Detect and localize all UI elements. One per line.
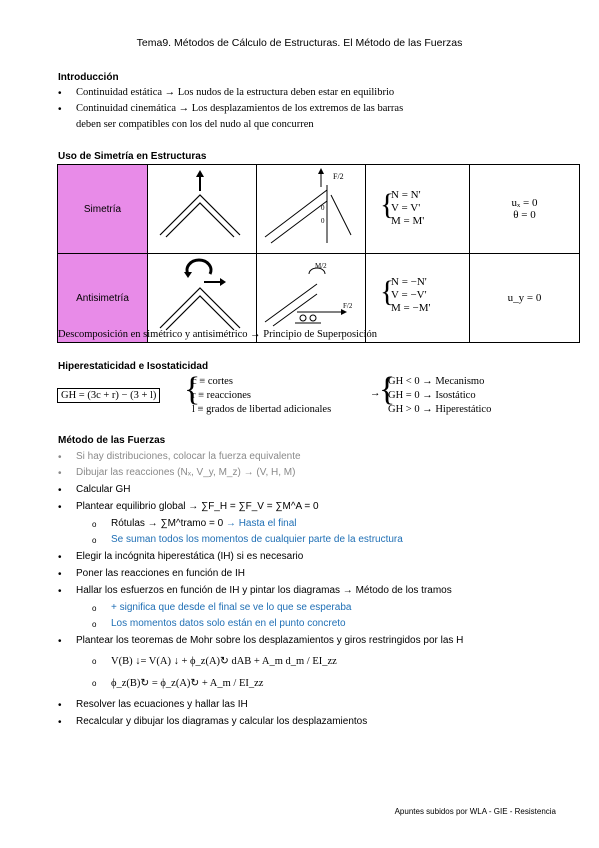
symmetry-table <box>57 164 580 343</box>
method-item <box>76 716 367 727</box>
method-item <box>76 585 452 596</box>
method-item-text: Plantear equilibrio global → ∑F_H = ∑F_V = ∑M^A = 0 <box>76 501 319 512</box>
method-item-text: Los momentos datos solo están en el punto concreto <box>111 618 346 629</box>
method-item <box>76 635 463 646</box>
conditions <box>470 165 580 254</box>
bullet: o <box>92 679 97 688</box>
bullet: o <box>92 657 97 666</box>
sketch-label: F/2 <box>343 302 353 310</box>
condition: u_y = 0 <box>507 292 542 304</box>
bullet: • <box>58 88 62 99</box>
bullet: • <box>58 700 62 711</box>
conditions <box>470 254 580 343</box>
table-row <box>58 165 580 254</box>
case: GH > 0 → Hiperestático <box>388 404 492 415</box>
method-item <box>76 551 303 562</box>
bullet: o <box>92 536 97 545</box>
intro-heading: Introducción <box>58 72 119 83</box>
bullet: • <box>58 502 62 513</box>
hyper-cases <box>388 375 491 417</box>
method-item <box>76 451 301 462</box>
method-item <box>76 501 319 512</box>
equation: V = V' <box>391 202 421 214</box>
arrow: → <box>370 388 381 399</box>
bullet: o <box>92 620 97 629</box>
sketch-label: M/2 <box>315 262 327 270</box>
case: GH < 0 → Mecanismo <box>388 376 485 387</box>
equation: V = −V' <box>391 289 427 301</box>
method-item <box>111 602 351 613</box>
method-item <box>76 568 245 579</box>
symmetry-heading: Uso de Simetría en Estructuras <box>58 151 207 162</box>
footer: Apuntes subidos por WLA - GIE - Resistencia <box>394 807 556 816</box>
condition: θ = 0 <box>513 209 536 221</box>
bullet: • <box>58 485 62 496</box>
equation: M = M' <box>391 215 425 227</box>
condition: uₓ = 0 <box>511 197 538 209</box>
method-item-text: Dibujar las reacciones (Nₓ, V_y, M_z) → (V, H, M) <box>76 467 296 478</box>
bullet: • <box>58 586 62 597</box>
svg-text:0: 0 <box>321 217 325 225</box>
bullet: • <box>58 569 62 580</box>
bullet: o <box>92 604 97 613</box>
svg-text:0: 0 <box>321 204 325 212</box>
method-item <box>111 518 297 529</box>
definition: r ≡ reacciones <box>192 390 251 401</box>
method-item-text: + significa que desde el final se ve lo que se esperaba <box>111 602 352 613</box>
method-item-text: Plantear los teoremas de Mohr sobre los desplazamientos y giros restringidos por las H <box>76 635 464 646</box>
method-item <box>76 467 295 478</box>
method-item-text: Se suman todos los momentos de cualquier parte de la estructura <box>111 534 403 545</box>
bullet: • <box>58 717 62 728</box>
method-item-text: Resolver las ecuaciones y hallar las IH <box>76 699 248 710</box>
bullet: • <box>58 636 62 647</box>
method-item-text: Elegir la incógnita hiperestática (IH) si es necesario <box>76 551 304 562</box>
method-item-text: Calcular GH <box>76 484 131 495</box>
definition: l ≡ grados de libertad adicionales <box>192 404 332 415</box>
intro-item: Continuidad estática → Los nudos de la estructura deben estar en equilibrio <box>76 87 395 98</box>
bullet: • <box>58 452 62 463</box>
hyper-heading: Hiperestaticidad e Isostaticidad <box>58 361 209 372</box>
row-label: Simetría <box>58 165 148 254</box>
method-item-text: Poner las reacciones en función de IH <box>76 568 245 579</box>
bullet: • <box>58 552 62 563</box>
method-item <box>111 655 337 667</box>
bullet: o <box>92 520 97 529</box>
equations: { N = N' V = V' M = M' <box>366 165 470 254</box>
page-title: Tema9. Métodos de Cálculo de Estructuras. El Método de las Fuerzas <box>136 37 463 49</box>
case: GH = 0 → Isostático <box>388 390 476 401</box>
half-frame-sketch <box>257 165 366 254</box>
method-item-text: Recalcular y dibujar los diagramas y calcular los desplazamientos <box>76 716 368 727</box>
definition: c ≡ cortes <box>192 376 233 387</box>
equations: { N = −N' V = −V' M = −M' <box>366 254 470 343</box>
symmetry-note: Descomposición en simétrico y antisimétrico → Principio de Superposición <box>58 329 378 340</box>
method-item <box>111 618 346 629</box>
method-item <box>76 699 248 710</box>
method-heading: Método de las Fuerzas <box>58 435 166 446</box>
bullet: • <box>58 104 62 115</box>
bullet: • <box>58 468 62 479</box>
frame-sketch <box>148 165 257 254</box>
row-label: Antisimetría <box>58 254 148 343</box>
method-item <box>76 484 130 495</box>
hyper-defs <box>192 375 331 417</box>
method-item <box>111 677 263 689</box>
method-item-text: Rótulas → ∑M^tramo = 0 <box>111 518 224 529</box>
method-item-text: ϕ_z(B)↻ = ϕ_z(A)↻ + A_m / EI_zz <box>111 678 264 689</box>
method-item <box>111 534 403 545</box>
sketch-label: F/2 <box>333 172 344 181</box>
intro-item: Continuidad cinemática → Los desplazamientos de los extremos de las barras <box>76 103 404 114</box>
gh-formula: GH = (3c + r) − (3 + l) <box>57 388 160 403</box>
equation: N = N' <box>391 189 421 201</box>
equation: M = −M' <box>391 302 431 314</box>
method-item-text: V(B) ↓= V(A) ↓ + ϕ_z(A)↻ dAB + A_m d_m / EI_zz <box>111 656 337 667</box>
brace: { <box>184 371 201 408</box>
intro-item: deben ser compatibles con los del nudo al que concurren <box>76 119 314 130</box>
brace: { <box>379 371 396 408</box>
method-item-text: Hallar los esfuerzos en función de IH y pintar los diagramas → Método de los tramos <box>76 585 452 596</box>
method-item-text: Si hay distribuciones, colocar la fuerza equivalente <box>76 451 301 462</box>
method-item-suffix: → Hasta el final <box>223 518 297 529</box>
equation: N = −N' <box>391 276 427 288</box>
